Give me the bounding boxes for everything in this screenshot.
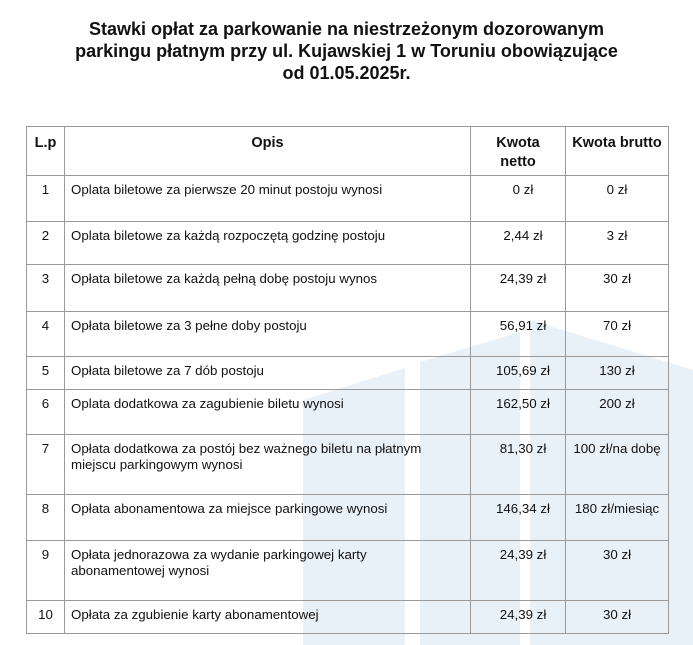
row-netto: 56,91 zł [471, 312, 566, 357]
table-row [27, 495, 669, 541]
row-netto: 24,39 zł [471, 265, 566, 312]
row-brutto: 30 zł [566, 601, 669, 634]
row-opis: Opłata dodatkowa za postój bez ważnego biletu na płatnym miejscu parkingowym wynosi [65, 435, 471, 495]
row-brutto: 200 zł [566, 390, 669, 435]
row-brutto: 100 zł/na dobę [566, 435, 669, 495]
row-netto: 2,44 zł [471, 222, 566, 265]
row-lp: 2 [27, 222, 65, 265]
row-netto: 0 zł [471, 176, 566, 222]
row-brutto: 30 zł [566, 265, 669, 312]
title-line-2: parkingu płatnym przy ul. Kujawskiej 1 w Toruniu obowiązujące [75, 41, 618, 61]
table-row [27, 357, 669, 390]
row-netto: 81,30 zł [471, 435, 566, 495]
row-netto: 24,39 zł [471, 601, 566, 634]
row-opis: Oplata dodatkowa za zagubienie biletu wynosi [65, 390, 471, 435]
header-kwota-netto [471, 127, 566, 176]
row-netto: 105,69 zł [471, 357, 566, 390]
header-opis: Opis [65, 127, 471, 176]
title-line-3: od 01.05.2025r. [282, 63, 411, 83]
row-opis: Oplata biletowe za pierwsze 20 minut postoju wynosi [65, 176, 471, 222]
header-kwota-brutto: Kwota brutto [566, 127, 669, 176]
row-opis: Opłata biletowe za 7 dób postoju [65, 357, 471, 390]
table-row [27, 312, 669, 357]
row-brutto: 30 zł [566, 541, 669, 601]
row-netto: 24,39 zł [471, 541, 566, 601]
page-title [0, 18, 693, 84]
row-opis: Opłata biletowe za każdą pełną dobę postoju wynos [65, 265, 471, 312]
table-row [27, 265, 669, 312]
row-lp: 7 [27, 435, 65, 495]
row-opis: Opłata za zgubienie karty abonamentowej [65, 601, 471, 634]
row-lp: 5 [27, 357, 65, 390]
row-lp: 1 [27, 176, 65, 222]
row-netto: 162,50 zł [471, 390, 566, 435]
table-row [27, 435, 669, 495]
header-netto-line2: netto [500, 154, 536, 170]
header-netto-line1: Kwota [496, 135, 540, 151]
table-header-row [27, 127, 669, 176]
rates-table [26, 126, 669, 634]
table-row [27, 601, 669, 634]
row-opis: Oplata biletowe za każdą rozpoczętą godzinę postoju [65, 222, 471, 265]
title-line-1: Stawki opłat za parkowanie na niestrzeżonym dozorowanym [88, 19, 605, 39]
row-opis: Opłata biletowe za 3 pełne doby postoju [65, 312, 471, 357]
row-brutto: 180 zł/miesiąc [566, 495, 669, 541]
row-brutto: 130 zł [566, 357, 669, 390]
row-brutto: 3 zł [566, 222, 669, 265]
table-row [27, 390, 669, 435]
row-lp: 10 [27, 601, 65, 634]
row-brutto: 0 zł [566, 176, 669, 222]
row-lp: 3 [27, 265, 65, 312]
row-lp: 8 [27, 495, 65, 541]
row-brutto: 70 zł [566, 312, 669, 357]
table-row [27, 541, 669, 601]
row-opis: Opłata abonamentowa za miejsce parkingowe wynosi [65, 495, 471, 541]
row-lp: 4 [27, 312, 65, 357]
row-opis: Opłata jednorazowa za wydanie parkingowej karty abonamentowej wynosi [65, 541, 471, 601]
header-lp: L.p [27, 127, 65, 176]
row-lp: 6 [27, 390, 65, 435]
row-lp: 9 [27, 541, 65, 601]
table-row [27, 222, 669, 265]
table-row [27, 176, 669, 222]
row-netto: 146,34 zł [471, 495, 566, 541]
